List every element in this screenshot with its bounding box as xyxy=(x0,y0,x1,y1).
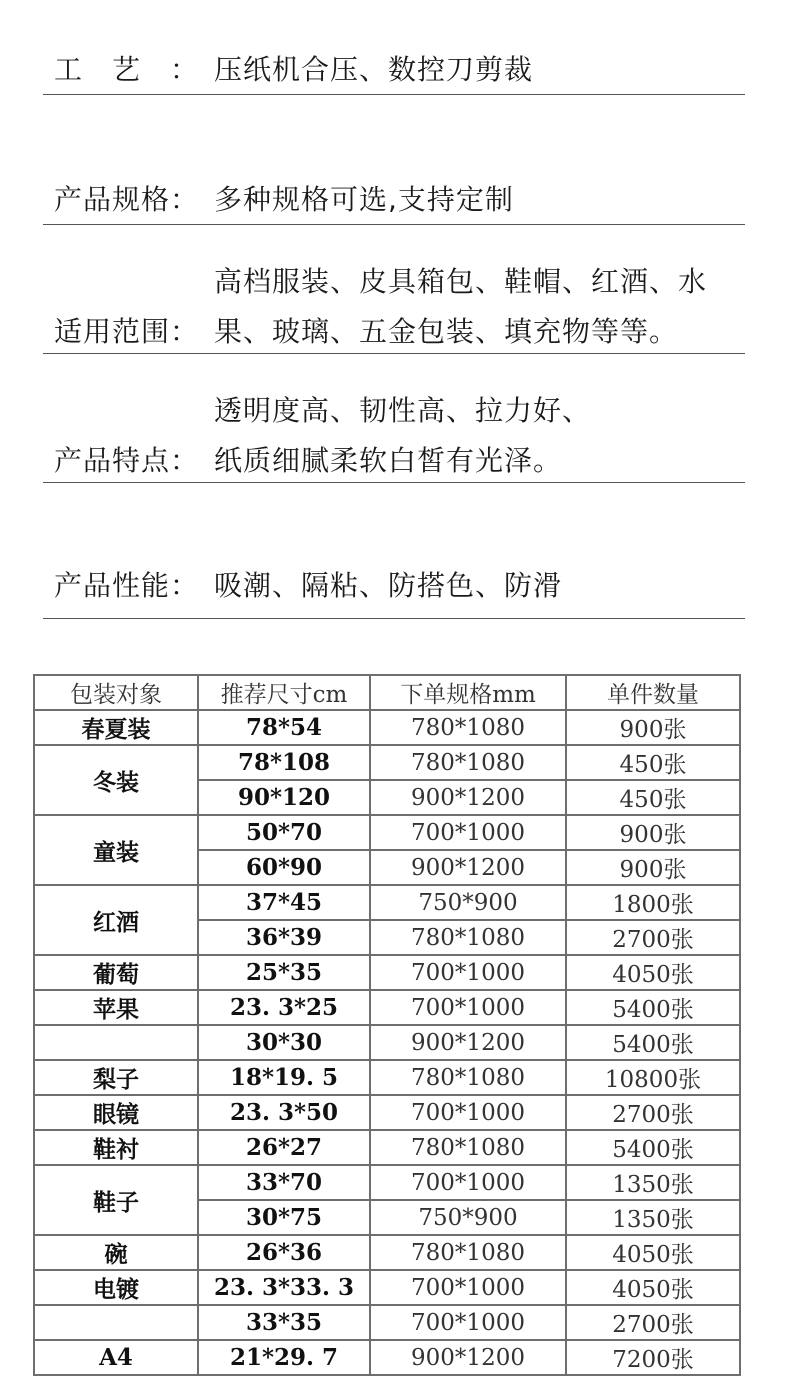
package-object-cell: 鞋衬 xyxy=(34,1130,198,1165)
recommended-size-cell: 36*39 xyxy=(198,920,370,955)
package-object-cell: 冬装 xyxy=(34,745,198,815)
recommended-size-cell: 26*36 xyxy=(198,1235,370,1270)
quantity-cell: 4050张 xyxy=(566,1270,740,1305)
recommended-size-cell: 23. 3*25 xyxy=(198,990,370,1025)
header-package-object: 包装对象 xyxy=(34,675,198,710)
order-spec-cell: 780*1080 xyxy=(370,710,566,745)
order-spec-cell: 700*1000 xyxy=(370,990,566,1025)
table-header-row xyxy=(34,675,740,710)
package-object-cell: 春夏装 xyxy=(34,710,198,745)
divider xyxy=(43,482,745,483)
quantity-cell: 2700张 xyxy=(566,1305,740,1340)
quantity-cell: 4050张 xyxy=(566,955,740,990)
recommended-size-cell: 30*30 xyxy=(198,1025,370,1060)
table-row xyxy=(34,1060,740,1095)
recommended-size-cell: 50*70 xyxy=(198,815,370,850)
order-spec-cell: 780*1080 xyxy=(370,1060,566,1095)
quantity-cell: 1800张 xyxy=(566,885,740,920)
table-row xyxy=(34,1305,740,1340)
order-spec-cell: 900*1200 xyxy=(370,780,566,815)
recommended-size-cell: 78*54 xyxy=(198,710,370,745)
order-spec-cell: 700*1000 xyxy=(370,1095,566,1130)
header-quantity: 单件数量 xyxy=(566,675,740,710)
package-object-cell: 童装 xyxy=(34,815,198,885)
packaging-size-table xyxy=(33,674,741,1376)
spec-label: 适用范围： xyxy=(54,315,200,348)
package-object-cell xyxy=(34,1305,198,1340)
divider xyxy=(43,224,745,225)
quantity-cell: 450张 xyxy=(566,745,740,780)
order-spec-cell: 780*1080 xyxy=(370,745,566,780)
recommended-size-cell: 21*29. 7 xyxy=(198,1340,370,1375)
order-spec-cell: 700*1000 xyxy=(370,955,566,990)
table-row xyxy=(34,1095,740,1130)
package-object-cell: 红酒 xyxy=(34,885,198,955)
order-spec-cell: 900*1200 xyxy=(370,850,566,885)
spec-label: 产品特点： xyxy=(54,444,200,477)
package-object-cell: 苹果 xyxy=(34,990,198,1025)
quantity-cell: 900张 xyxy=(566,710,740,745)
recommended-size-cell: 30*75 xyxy=(198,1200,370,1235)
spec-value-line: 多种规格可选,支持定制 xyxy=(214,183,514,216)
order-spec-cell: 750*900 xyxy=(370,1200,566,1235)
package-object-cell xyxy=(34,1025,198,1060)
quantity-cell: 2700张 xyxy=(566,1095,740,1130)
order-spec-cell: 750*900 xyxy=(370,885,566,920)
recommended-size-cell: 60*90 xyxy=(198,850,370,885)
quantity-cell: 1350张 xyxy=(566,1165,740,1200)
table-row xyxy=(34,955,740,990)
recommended-size-cell: 26*27 xyxy=(198,1130,370,1165)
quantity-cell: 450张 xyxy=(566,780,740,815)
quantity-cell: 10800张 xyxy=(566,1060,740,1095)
divider xyxy=(43,353,745,354)
package-object-cell: 鞋子 xyxy=(34,1165,198,1235)
recommended-size-cell: 33*35 xyxy=(198,1305,370,1340)
divider xyxy=(43,618,745,619)
quantity-cell: 900张 xyxy=(566,850,740,885)
quantity-cell: 2700张 xyxy=(566,920,740,955)
package-object-cell: 梨子 xyxy=(34,1060,198,1095)
order-spec-cell: 780*1080 xyxy=(370,920,566,955)
recommended-size-cell: 18*19. 5 xyxy=(198,1060,370,1095)
spec-label: 工 艺 ： xyxy=(54,53,200,86)
package-object-cell: 葡萄 xyxy=(34,955,198,990)
divider xyxy=(43,94,745,95)
quantity-cell: 5400张 xyxy=(566,1130,740,1165)
spec-value-line: 果、玻璃、五金包装、填充物等等。 xyxy=(214,315,679,348)
table-row xyxy=(34,1165,740,1200)
recommended-size-cell: 33*70 xyxy=(198,1165,370,1200)
order-spec-cell: 780*1080 xyxy=(370,1130,566,1165)
spec-value-line: 压纸机合压、数控刀剪裁 xyxy=(214,53,534,86)
recommended-size-cell: 78*108 xyxy=(198,745,370,780)
package-object-cell: 眼镜 xyxy=(34,1095,198,1130)
order-spec-cell: 700*1000 xyxy=(370,815,566,850)
package-object-cell: 电镀 xyxy=(34,1270,198,1305)
recommended-size-cell: 90*120 xyxy=(198,780,370,815)
order-spec-cell: 700*1000 xyxy=(370,1165,566,1200)
table-row xyxy=(34,815,740,850)
spec-label: 产品规格： xyxy=(54,183,200,216)
order-spec-cell: 700*1000 xyxy=(370,1270,566,1305)
spec-value-line: 高档服装、皮具箱包、鞋帽、红酒、水 xyxy=(214,265,708,298)
table-row xyxy=(34,1235,740,1270)
spec-value-line: 透明度高、韧性高、拉力好、 xyxy=(214,394,592,427)
recommended-size-cell: 23. 3*33. 3 xyxy=(198,1270,370,1305)
spec-value-line: 纸质细腻柔软白皙有光泽。 xyxy=(214,444,563,477)
recommended-size-cell: 37*45 xyxy=(198,885,370,920)
table-row xyxy=(34,1340,740,1375)
order-spec-cell: 900*1200 xyxy=(370,1025,566,1060)
recommended-size-cell: 25*35 xyxy=(198,955,370,990)
quantity-cell: 5400张 xyxy=(566,990,740,1025)
table-row xyxy=(34,1130,740,1165)
quantity-cell: 5400张 xyxy=(566,1025,740,1060)
header-recommended-size: 推荐尺寸cm xyxy=(198,675,370,710)
recommended-size-cell: 23. 3*50 xyxy=(198,1095,370,1130)
table-row xyxy=(34,710,740,745)
package-object-cell: A4 xyxy=(34,1340,198,1375)
order-spec-cell: 900*1200 xyxy=(370,1340,566,1375)
header-order-spec: 下单规格mm xyxy=(370,675,566,710)
quantity-cell: 4050张 xyxy=(566,1235,740,1270)
table-row xyxy=(34,990,740,1025)
table-row xyxy=(34,1025,740,1060)
table-row xyxy=(34,745,740,780)
spec-value-line: 吸潮、隔粘、防搭色、防滑 xyxy=(214,569,563,602)
package-object-cell: 碗 xyxy=(34,1235,198,1270)
quantity-cell: 1350张 xyxy=(566,1200,740,1235)
order-spec-cell: 700*1000 xyxy=(370,1305,566,1340)
quantity-cell: 7200张 xyxy=(566,1340,740,1375)
table-row xyxy=(34,1270,740,1305)
quantity-cell: 900张 xyxy=(566,815,740,850)
order-spec-cell: 780*1080 xyxy=(370,1235,566,1270)
table-row xyxy=(34,885,740,920)
spec-label: 产品性能： xyxy=(54,569,200,602)
